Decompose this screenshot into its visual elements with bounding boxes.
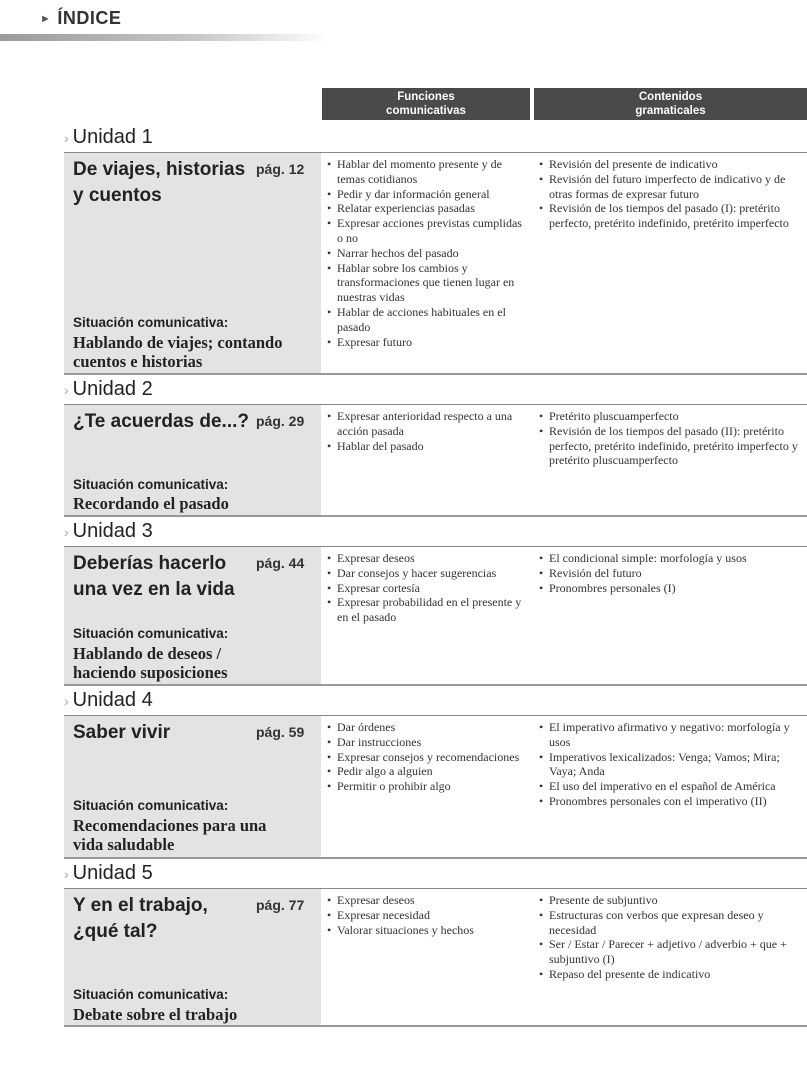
list-item: • Narrar hechos del pasado: [325, 246, 525, 261]
situation-title: Recomendaciones para una vida saludable: [73, 816, 267, 854]
list-item: • Valorar situaciones y hechos: [325, 923, 525, 938]
unit-bottom-rule: [64, 857, 807, 859]
situation-label: Situación comunicativa:: [73, 987, 229, 1002]
unit-label-text: Unidad 5: [72, 862, 153, 884]
grammar-list: [537, 409, 805, 468]
unit-content: [321, 547, 807, 684]
unit-label: [64, 862, 153, 885]
functions-list: [325, 893, 525, 937]
lesson-title[interactable]: Deberías hacerlo una vez en la vida: [73, 553, 235, 600]
lesson-title[interactable]: ¿Te acuerdas de...?: [73, 411, 249, 432]
chevron-right-icon: ›: [64, 693, 69, 709]
column-header-grammar: [534, 88, 807, 120]
unit-bottom-rule: [64, 515, 807, 517]
list-item: • Relatar experiencias pasadas: [325, 201, 525, 216]
list-item: • Expresar necesidad: [325, 908, 525, 923]
list-item: • Revisión del presente de indicativo: [537, 157, 805, 172]
list-item: • Expresar acciones previstas cumplidas o no: [325, 216, 525, 246]
unit-content: [321, 716, 807, 857]
list-item: • Revisión de los tiempos del pasado (II): pretérito perfecto, pretérito indefinido, pretérito imperfecto y pretérito pluscuamperfecto: [537, 424, 805, 468]
list-item: • Pronombres personales (I): [537, 581, 805, 596]
list-item: • Expresar deseos: [325, 893, 525, 908]
list-item: • Permitir o prohibir algo: [325, 779, 525, 794]
list-item: • Revisión del futuro imperfecto de indicativo y de otras formas de expresar futuro: [537, 172, 805, 202]
situation-label: Situación comunicativa:: [73, 626, 229, 641]
column-header-grammar-line1: Contenidos: [638, 91, 703, 103]
lesson-title[interactable]: De viajes, historias y cuentos: [73, 159, 246, 206]
index-header: [40, 8, 121, 29]
list-item: • Revisión del futuro: [537, 566, 805, 581]
list-item: • El condicional simple: morfología y usos: [537, 551, 805, 566]
unit-lesson-box: [64, 405, 321, 515]
lesson-title[interactable]: Y en el trabajo, ¿qué tal?: [73, 895, 208, 942]
list-item: • Ser / Estar / Parecer + adjetivo / adverbio + que + subjuntivo (I): [537, 937, 805, 967]
unit-lesson-box: [64, 716, 321, 857]
unit-content: [321, 889, 807, 1025]
situation-label: Situación comunicativa:: [73, 798, 229, 813]
grammar-list: [537, 157, 805, 231]
list-item: • Dar consejos y hacer sugerencias: [325, 566, 525, 581]
play-arrow-icon: ►: [40, 13, 52, 25]
functions-list: [325, 720, 525, 794]
list-item: • Imperativos lexicalizados: Venga; Vamos; Mira; Vaya; Anda: [537, 750, 805, 780]
grammar-list: [537, 551, 805, 595]
list-item: • Dar órdenes: [325, 720, 525, 735]
list-item: • Pretérito pluscuamperfecto: [537, 409, 805, 424]
list-item: • Pedir y dar información general: [325, 187, 525, 202]
list-item: • Expresar deseos: [325, 551, 525, 566]
list-item: • Expresar probabilidad en el presente y en el pasado: [325, 595, 525, 625]
list-item: • El imperativo afirmativo y negativo: morfología y usos: [537, 720, 805, 750]
unit-label: [64, 126, 153, 149]
situation-title: Debate sobre el trabajo: [73, 1005, 238, 1024]
list-item: • Estructuras con verbos que expresan deseo y necesidad: [537, 908, 805, 938]
unit-bottom-rule: [64, 1025, 807, 1027]
situation-title: Hablando de viajes; contando cuentos e historias: [73, 333, 283, 371]
list-item: • Revisión de los tiempos del pasado (I): pretérito perfecto, pretérito indefinido, pretérito imperfecto: [537, 201, 805, 231]
list-item: • Hablar sobre los cambios y transformaciones que tienen lugar en nuestras vidas: [325, 261, 525, 305]
list-item: • Hablar de acciones habituales en el pasado: [325, 305, 525, 335]
list-item: • El uso del imperativo en el español de América: [537, 779, 805, 794]
unit-lesson-box: [64, 889, 321, 1025]
list-item: • Pedir algo a alguien: [325, 764, 525, 779]
functions-list: [325, 157, 525, 349]
unit-label-text: Unidad 3: [72, 520, 153, 542]
list-item: • Expresar cortesía: [325, 581, 525, 596]
list-item: • Expresar anterioridad respecto a una acción pasada: [325, 409, 525, 439]
column-header-grammar-line2: gramaticales: [635, 105, 706, 117]
unit-label: [64, 378, 153, 401]
unit-bottom-rule: [64, 373, 807, 375]
lesson-title[interactable]: Saber vivir: [73, 722, 171, 743]
index-title: ÍNDICE: [57, 8, 122, 28]
header-rule: [0, 34, 330, 41]
situation-label: Situación comunicativa:: [73, 477, 229, 492]
unit-content: [321, 405, 807, 515]
page-reference[interactable]: pág. 77: [256, 897, 305, 913]
unit-label: [64, 520, 153, 543]
chevron-right-icon: ›: [64, 130, 69, 146]
page-reference[interactable]: pág. 44: [256, 555, 305, 571]
chevron-right-icon: ›: [64, 524, 69, 540]
unit-lesson-box: [64, 547, 321, 684]
page-reference[interactable]: pág. 59: [256, 724, 305, 740]
unit-label-text: Unidad 2: [72, 378, 153, 400]
unit-lesson-box: [64, 153, 321, 373]
page-reference[interactable]: pág. 29: [256, 413, 305, 429]
list-item: • Hablar del pasado: [325, 439, 525, 454]
list-item: • Expresar consejos y recomendaciones: [325, 750, 525, 765]
grammar-list: [537, 720, 805, 809]
chevron-right-icon: ›: [64, 866, 69, 882]
situation-label: Situación comunicativa:: [73, 315, 229, 330]
grammar-list: [537, 893, 805, 982]
column-header-functions-line2: comunicativas: [386, 105, 466, 117]
situation-title: Hablando de deseos / haciendo suposiciones: [73, 644, 228, 682]
list-item: • Hablar del momento presente y de temas cotidianos: [325, 157, 525, 187]
functions-list: [325, 409, 525, 453]
list-item: • Repaso del presente de indicativo: [537, 967, 805, 982]
unit-label-text: Unidad 1: [72, 126, 153, 148]
page-reference[interactable]: pág. 12: [256, 161, 305, 177]
unit-label-text: Unidad 4: [72, 689, 153, 711]
unit-bottom-rule: [64, 684, 807, 686]
chevron-right-icon: ›: [64, 382, 69, 398]
list-item: • Expresar futuro: [325, 335, 525, 350]
situation-title: Recordando el pasado: [73, 494, 229, 513]
column-header-functions: [322, 88, 530, 120]
column-header-functions-line1: Funciones: [397, 91, 455, 103]
list-item: • Pronombres personales con el imperativo (II): [537, 794, 805, 809]
list-item: • Presente de subjuntivo: [537, 893, 805, 908]
list-item: • Dar instrucciones: [325, 735, 525, 750]
unit-content: [321, 153, 807, 373]
unit-label: [64, 689, 153, 712]
functions-list: [325, 551, 525, 625]
